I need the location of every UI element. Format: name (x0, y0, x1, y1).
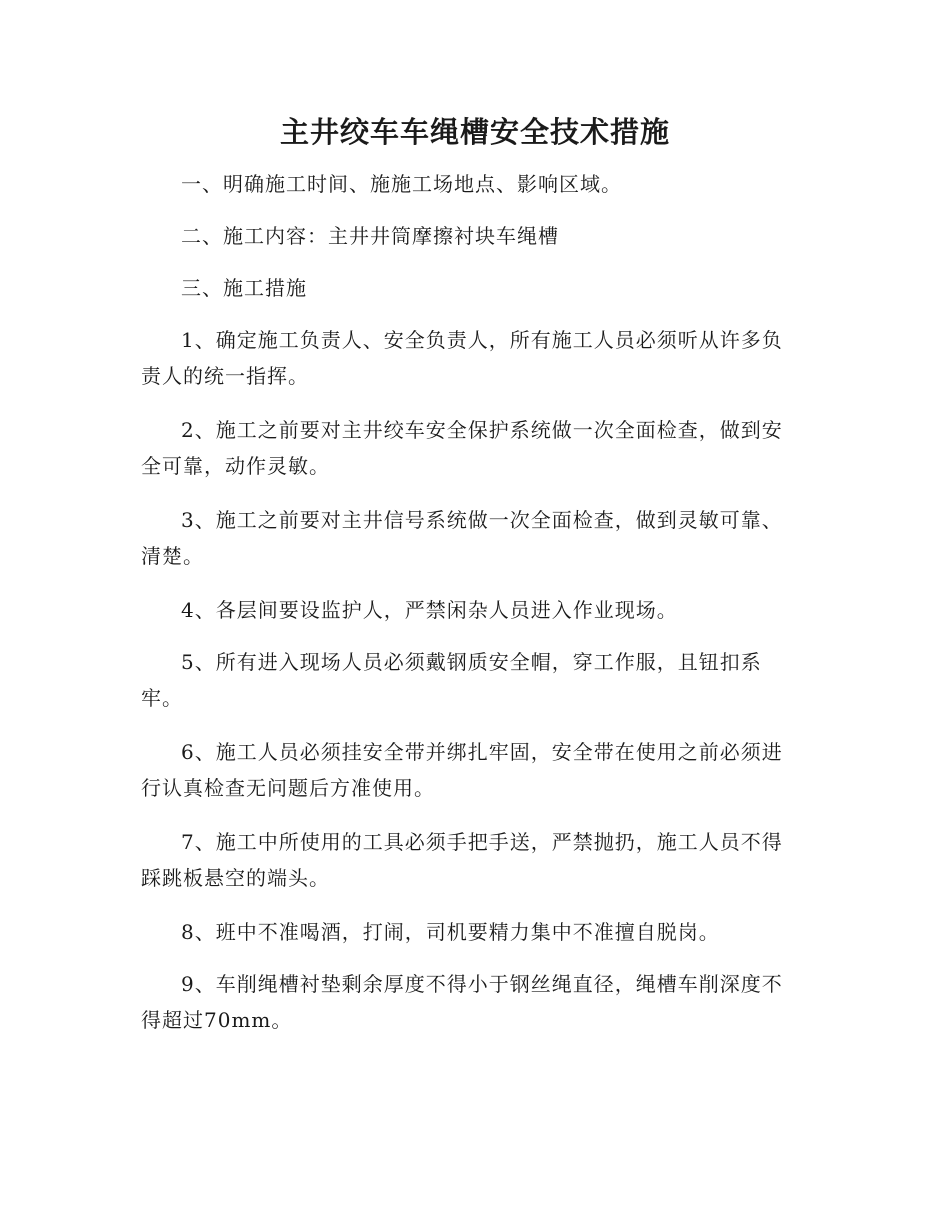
item-4 (141, 592, 809, 628)
item-1-line-1: 1、确定施工负责人、安全负责人，所有施工人员必须听从许多负 (181, 328, 783, 352)
section-3-text: 三、施工措施 (181, 276, 307, 300)
item-5-line-1: 5、所有进入现场人员必须戴钢质安全帽，穿工作服，且钮扣系 (181, 650, 762, 674)
item-9-line-2: 得超过70mm。 (141, 1008, 293, 1032)
section-2-text: 二、施工内容：主井井筒摩擦衬块车绳槽 (181, 224, 559, 248)
section-1-text: 一、明确施工时间、施施工场地点、影响区域。 (181, 172, 622, 196)
item-2-line-2: 全可靠，动作灵敏。 (141, 454, 330, 478)
page-title: 主井绞车车绳槽安全技术措施 (279, 115, 670, 149)
item-7 (141, 824, 809, 896)
item-2 (141, 412, 809, 484)
section-2 (141, 218, 809, 254)
item-3-line-2: 清楚。 (141, 544, 204, 568)
item-4-line-1: 4、各层间要设监护人，严禁闲杂人员进入作业现场。 (181, 598, 678, 622)
item-9-line-1: 9、车削绳槽衬垫剩余厚度不得小于钢丝绳直径，绳槽车削深度不 (181, 972, 783, 996)
item-6 (141, 734, 809, 806)
item-6-line-2: 行认真检查无问题后方准使用。 (141, 776, 435, 800)
item-1 (141, 322, 809, 394)
item-5 (141, 644, 809, 716)
item-2-line-1: 2、施工之前要对主井绞车安全保护系统做一次全面检查，做到安 (181, 418, 783, 442)
item-7-line-1: 7、施工中所使用的工具必须手把手送，严禁抛扔，施工人员不得 (181, 830, 783, 854)
section-1 (141, 166, 809, 202)
item-7-line-2: 踩跳板悬空的端头。 (141, 866, 330, 890)
item-8 (141, 914, 809, 950)
item-1-line-2: 责人的统一指挥。 (141, 364, 309, 388)
item-3 (141, 502, 809, 574)
item-3-line-1: 3、施工之前要对主井信号系统做一次全面检查，做到灵敏可靠、 (181, 508, 783, 532)
item-9 (141, 966, 809, 1038)
item-6-line-1: 6、施工人员必须挂安全带并绑扎牢固，安全带在使用之前必须进 (181, 740, 783, 764)
section-3 (141, 270, 809, 306)
item-5-line-2: 牢。 (141, 686, 183, 710)
item-8-line-1: 8、班中不准喝酒，打闹，司机要精力集中不准擅自脱岗。 (181, 920, 720, 944)
